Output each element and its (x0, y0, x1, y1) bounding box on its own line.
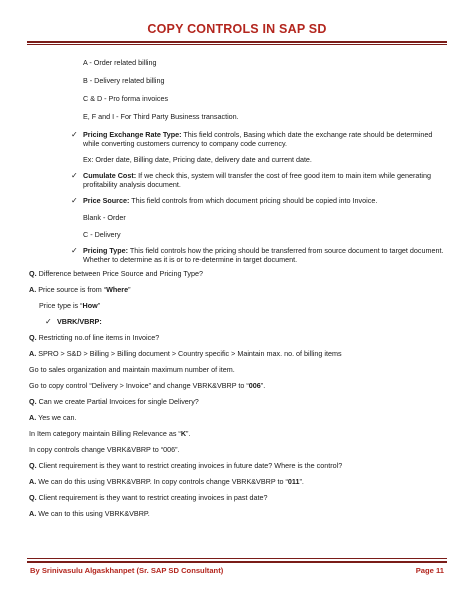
question-prefix: Q. (29, 397, 37, 406)
answer-bold: 011 (287, 477, 300, 486)
question-4 (29, 461, 447, 470)
answer-2 (29, 349, 447, 358)
footer-page-number: Page 11 (415, 566, 444, 575)
pricing-type-text: This field controls how the pricing should be transferred from source document to target document. Whether to determine as it is or to re-determine in target document. (83, 246, 444, 264)
answer-3b (29, 429, 447, 438)
question-text: Difference between Price Source and Pricing Type? (38, 269, 203, 278)
pricing-exchange-label: Pricing Exchange Rate Type: (83, 130, 182, 139)
answer-end: ”. (186, 429, 191, 438)
question-prefix: Q. (29, 333, 37, 342)
question-3 (29, 397, 447, 406)
question-text: Can we create Partial Invoices for single Delivery? (38, 397, 199, 406)
document-body (29, 50, 447, 518)
billing-type-b: B - Delivery related billing (83, 76, 165, 85)
answer-prefix: A. (29, 477, 37, 486)
pricing-type-label: Pricing Type: (83, 246, 128, 255)
check-icon: ✓ (45, 317, 52, 326)
price-source-text: This field controls from which document pricing should be copied into Invoice. (131, 196, 378, 205)
price-source-option-c: C - Delivery (83, 230, 121, 239)
footer-divider (27, 561, 447, 563)
billing-type-a: A - Order related billing (83, 58, 157, 67)
vbrk-vbrp-item (29, 317, 447, 326)
question-5 (29, 493, 447, 502)
check-icon: ✓ (71, 196, 78, 205)
price-source-item (29, 196, 447, 205)
answer-prefix: A. (29, 285, 37, 294)
answer-end: ”. (299, 477, 304, 486)
question-text: Client requirement is they want to restrict creating invoices in future date? Where is the control? (38, 461, 343, 470)
pricing-exchange-example: Ex: Order date, Billing date, Pricing date, delivery date and current date. (83, 155, 312, 164)
cumulate-cost-text: If we check this, system will transfer the cost of free good item to main item while generating profitability analysis document. (83, 171, 431, 189)
check-icon: ✓ (71, 130, 78, 139)
answer-prefix: A. (29, 413, 37, 422)
answer-text: Price source is from “ (38, 285, 107, 294)
answer-prefix: A. (29, 349, 37, 358)
price-source-option-blank: Blank - Order (83, 213, 126, 222)
answer-bold: Where (106, 285, 129, 294)
answer-end: ” (97, 301, 101, 310)
answer-5 (29, 509, 447, 518)
answer-bold: K (180, 429, 187, 438)
answer-3c: In copy controls change VBRK&VBRP to “006”. (29, 445, 180, 454)
answer-text: In Item category maintain Billing Relevance as “ (29, 429, 181, 438)
footer-author: By Srinivasulu Algaskhanpet (Sr. SAP SD Consultant) (30, 566, 224, 575)
question-2 (29, 333, 447, 342)
answer-3 (29, 413, 447, 422)
question-prefix: Q. (29, 493, 37, 502)
vbrk-vbrp-label: VBRK/VBRP: (57, 317, 102, 326)
page-title: COPY CONTROLS IN SAP SD (147, 22, 327, 36)
cumulate-cost-label: Cumulate Cost: (83, 171, 137, 180)
answer-text: SPRO > S&D > Billing > Billing document > Country specific > Maintain max. no. of billing items (38, 349, 342, 358)
question-text: Restricting no.of line items in Invoice? (38, 333, 160, 342)
answer-text: Go to copy control “Delivery > Invoice” and change VBRK&VBRP to “ (29, 381, 249, 390)
answer-end: ” (128, 285, 131, 294)
answer-1b (29, 301, 447, 310)
billing-type-efi: E, F and I - For Third Party Business transaction. (83, 112, 239, 121)
answer-text: Price type is “ (39, 301, 83, 310)
pricing-type-item (29, 246, 447, 264)
question-1 (29, 269, 447, 278)
question-prefix: Q. (29, 269, 37, 278)
pricing-exchange-text: This field controls, Basing which date the exchange rate should be determined while converting customers currency to company code currency. (83, 130, 433, 148)
question-prefix: Q. (29, 461, 37, 470)
answer-bold: How (82, 301, 98, 310)
answer-2b: Go to sales organization and maintain maximum number of item. (29, 365, 235, 374)
title-divider-thin (27, 44, 447, 45)
answer-text: Yes we can. (38, 413, 77, 422)
price-source-label: Price Source: (83, 196, 130, 205)
answer-text: We can do this using VBRK&VBRP. In copy controls change VBRK&VBRP to “ (38, 477, 288, 486)
billing-type-cd: C & D - Pro forma invoices (83, 94, 169, 103)
check-icon: ✓ (71, 171, 78, 180)
pricing-exchange-item (29, 130, 447, 148)
footer-divider-thin (27, 558, 447, 559)
answer-4 (29, 477, 447, 486)
cumulate-cost-item (29, 171, 447, 189)
answer-1 (29, 285, 447, 294)
check-icon: ✓ (71, 246, 78, 255)
answer-prefix: A. (29, 509, 37, 518)
answer-bold: 006 (248, 381, 261, 390)
title-divider (27, 41, 447, 43)
question-text: Client requirement is they want to restrict creating invoices in past date? (38, 493, 268, 502)
answer-text: We can to this using VBRK&VBRP. (38, 509, 150, 518)
answer-end: ”. (260, 381, 266, 390)
answer-2c (29, 381, 447, 390)
